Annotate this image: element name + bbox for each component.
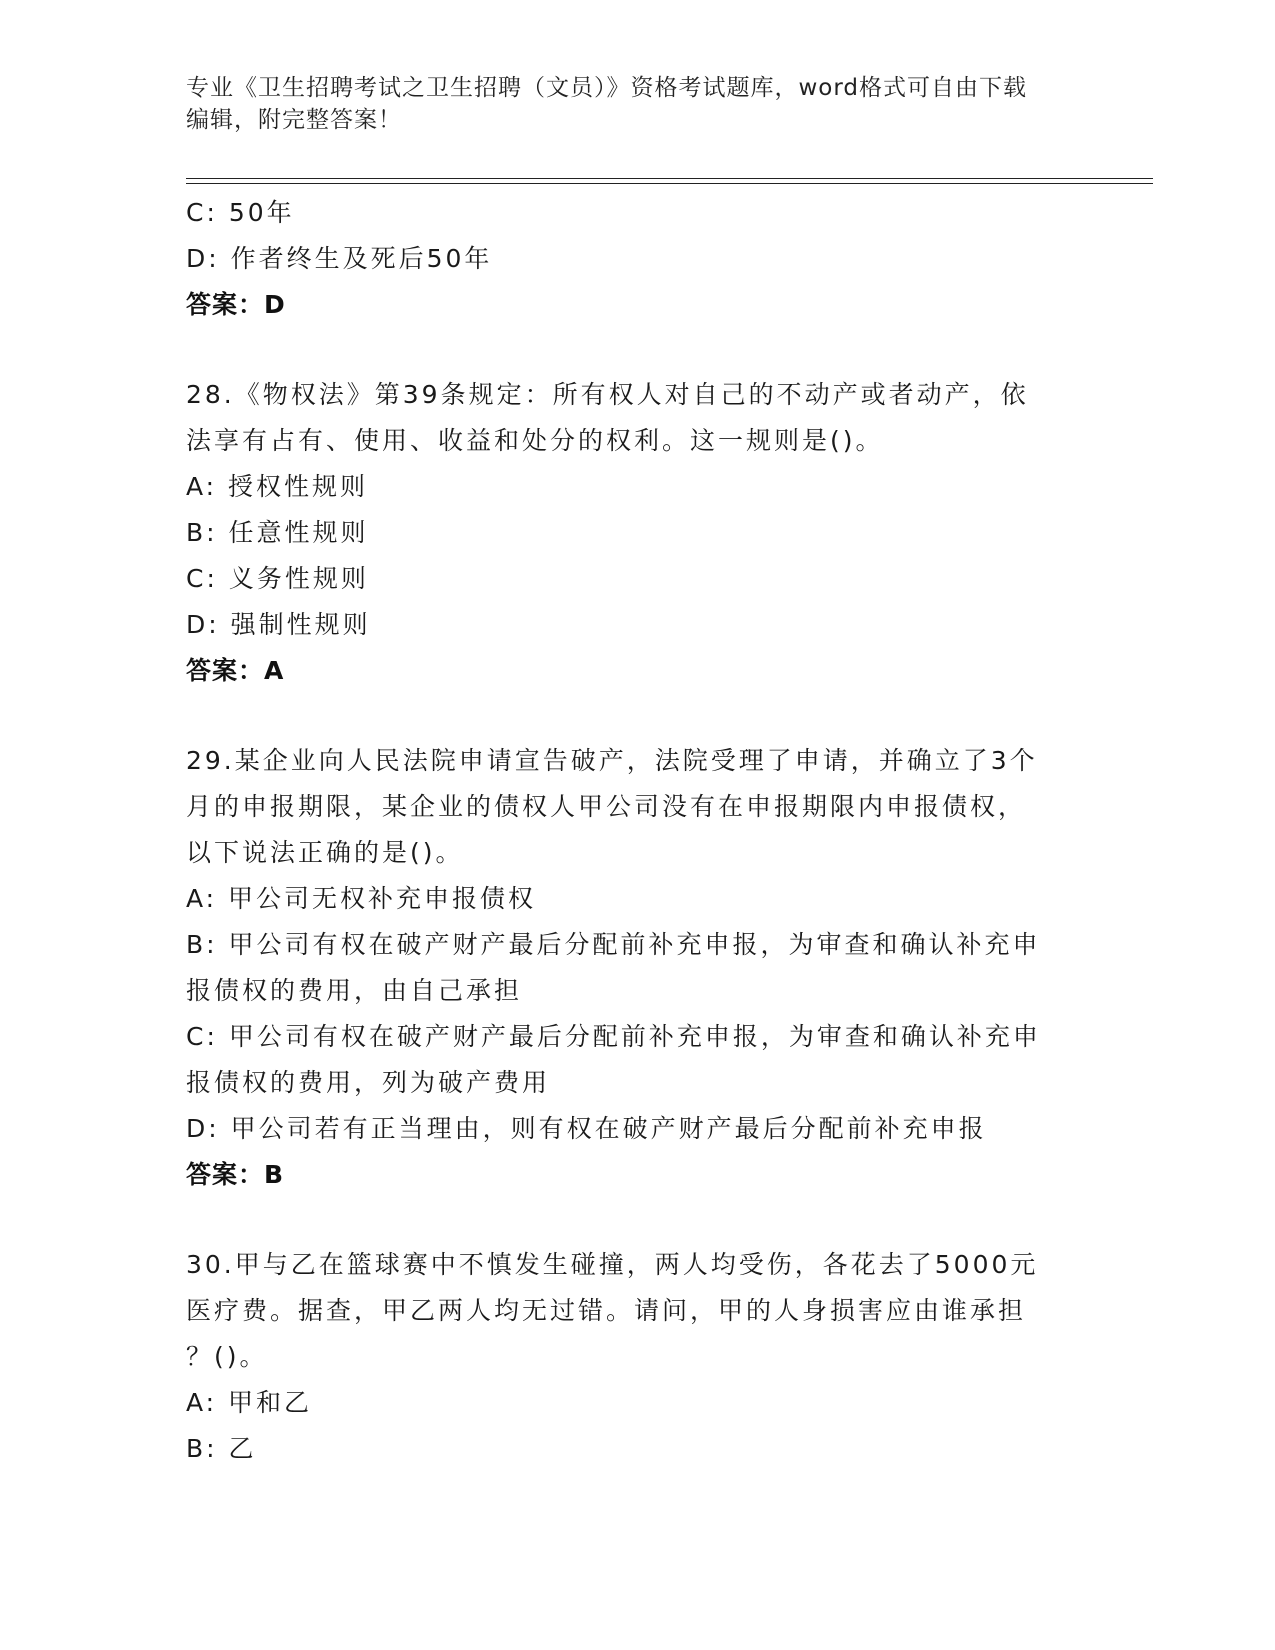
- document-header: [186, 72, 1076, 136]
- header-rule-top: [186, 178, 1153, 179]
- question-text: 28.《物权法》第39条规定：所有权人对自己的不动产或者动产，依: [186, 380, 1029, 409]
- header-line-2: 编辑，附完整答案！: [186, 107, 402, 133]
- question-text: 以下说法正确的是()。: [186, 838, 464, 867]
- question-text: 法享有占有、使用、收益和处分的权利。这一规则是()。: [186, 426, 884, 455]
- option-d: D: 强制性规则: [186, 610, 371, 639]
- answer: 答案：D: [186, 290, 286, 319]
- question-list: [186, 190, 1086, 1472]
- question-29: [186, 738, 1086, 1198]
- question-27-tail: [186, 190, 1086, 328]
- option-b: B: 乙: [186, 1434, 257, 1463]
- question-text: 30.甲与乙在篮球赛中不慎发生碰撞，两人均受伤，各花去了5000元: [186, 1250, 1039, 1279]
- question-text: 医疗费。据查，甲乙两人均无过错。请问，甲的人身损害应由谁承担: [186, 1296, 1027, 1325]
- question-28: [186, 372, 1086, 694]
- option-a: A: 授权性规则: [186, 472, 369, 501]
- spacer: [186, 328, 1086, 372]
- option-b: B: 任意性规则: [186, 518, 369, 547]
- spacer: [186, 1198, 1086, 1242]
- option-c: C: 50年: [186, 198, 295, 227]
- option-d: D: 甲公司若有正当理由，则有权在破产财产最后分配前补充申报: [186, 1114, 987, 1143]
- option-a: A: 甲和乙: [186, 1388, 313, 1417]
- answer: 答案：B: [186, 1160, 285, 1189]
- option-a: A: 甲公司无权补充申报债权: [186, 884, 537, 913]
- option-b-continued: 报债权的费用，由自己承担: [186, 976, 523, 1005]
- option-c: C: 义务性规则: [186, 564, 369, 593]
- question-text: 29.某企业向人民法院申请宣告破产，法院受理了申请，并确立了3个: [186, 746, 1038, 775]
- option-c: C: 甲公司有权在破产财产最后分配前补充申报，为审查和确认补充申: [186, 1022, 1041, 1051]
- spacer: [186, 694, 1086, 738]
- header-line-1: 专业《卫生招聘考试之卫生招聘（文员）》资格考试题库，word格式可自由下载: [186, 75, 1028, 101]
- question-text: 月的申报期限，某企业的债权人甲公司没有在申报期限内申报债权，: [186, 792, 1027, 821]
- header-rule-bottom: [186, 183, 1153, 184]
- option-d: D: 作者终生及死后50年: [186, 244, 493, 273]
- question-30: [186, 1242, 1086, 1472]
- answer: 答案：A: [186, 656, 285, 685]
- option-c-continued: 报债权的费用，列为破产费用: [186, 1068, 551, 1097]
- option-b: B: 甲公司有权在破产财产最后分配前补充申报，为审查和确认补充申: [186, 930, 1041, 959]
- question-text: ？()。: [186, 1342, 268, 1371]
